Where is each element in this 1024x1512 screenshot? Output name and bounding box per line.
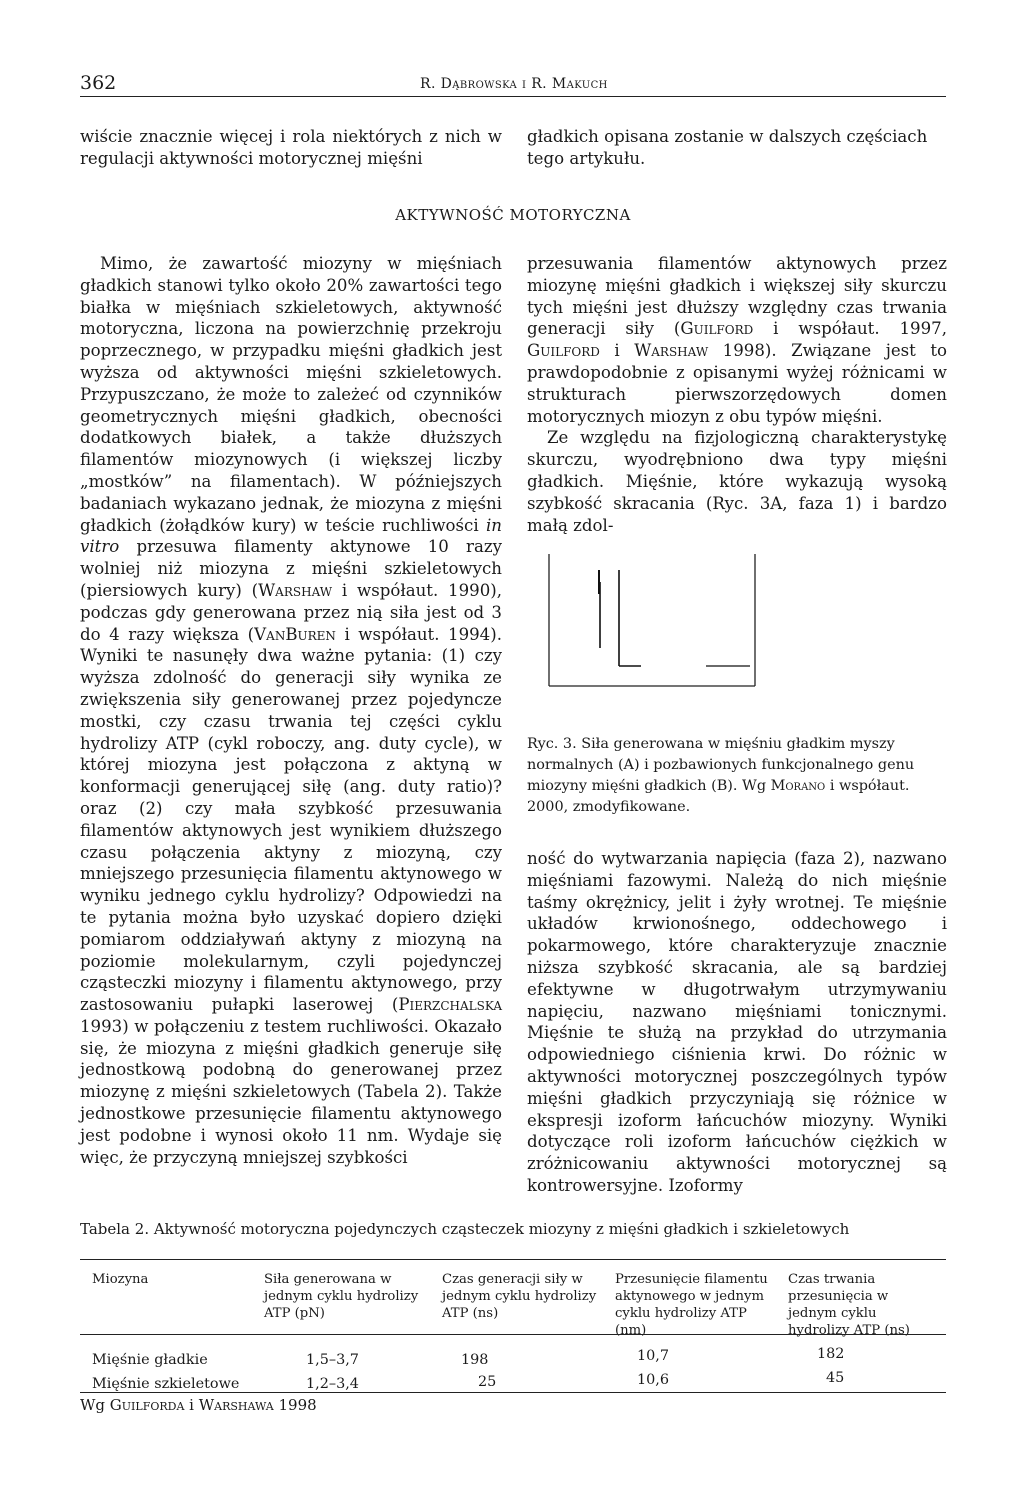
- table-cell: 45: [826, 1370, 845, 1386]
- page-number: 362: [80, 72, 117, 94]
- citation-author: Morano: [770, 778, 826, 794]
- table-cell: 25: [478, 1374, 497, 1390]
- text-run: Mimo, że zawartość miozyny w mięśniach gładkich stanowi tylko około 20% zawartości tego białka w mięśniach szkieletowych, aktywność motoryczna, liczona na powierzchnię przekroju poprzecznego, w przypadku mięśni gładkich jest wyższa od aktywności mięśni szkieletowych. Przypuszczano, że może to zależeć od czynników geometrycznych mięśni gładkich, obecności dodatkowych białek, a także dłuższych filamentów miozynowych (i większej liczby „mostków” na filamentach). W późniejszych badaniach wykazano jednak, że miozyna z mięśni gładkich (żołądków kury) w teście ruchliwości: [80, 254, 502, 535]
- source-text: i: [184, 1396, 199, 1414]
- table-cell: Mięśnie szkieletowe: [92, 1376, 240, 1392]
- citation-author: Warshaw: [258, 580, 333, 600]
- citation-author: Pierzchalska: [398, 995, 502, 1015]
- table-header-cell: Siła generowana w jednym cyklu hydrolizy ATP (pN): [264, 1272, 419, 1321]
- table-header-cell: Czas generacji siły w jednym cyklu hydrolizy ATP (ns): [442, 1272, 597, 1321]
- table-header-cell: Czas trwania przesunięcia w jednym cyklu hydrolizy ATP (ns): [788, 1272, 910, 1338]
- left-paragraph: [80, 253, 502, 1168]
- table-header-cell: Przesunięcie filamentu aktynowego w jednym cyklu hydrolizy ATP (nm): [615, 1272, 768, 1338]
- table-header-cell: Miozyna: [92, 1272, 149, 1287]
- right-column-bottom: [527, 848, 947, 1197]
- text-run: 1993) w połączeniu z testem ruchliwości. Okazało się, że miozyna z mięśni gładkich generuje siłę jednostkową podobną do generowanej przez miozynę z mięśni szkieletowych (Tabela 2). Także jednostkowe przesunięcie filamentu aktynowego jest podobne i wynosi około 11 nm. Wydaje się więc, że przyczyną mniejszej szybkości: [80, 1016, 502, 1167]
- header-rule: [80, 96, 946, 97]
- table-cell: 10,7: [637, 1348, 670, 1364]
- table-source: [80, 1396, 317, 1414]
- table-cell: 10,6: [637, 1372, 670, 1388]
- table-top-rule: [80, 1259, 946, 1260]
- intro-right-text: gładkich opisana zostanie w dalszych częściach tego artykułu.: [527, 127, 928, 168]
- table-cell: Mięśnie gładkie: [92, 1352, 208, 1368]
- table-cell: 198: [461, 1352, 489, 1368]
- citation-author: Guilforda: [109, 1396, 185, 1414]
- intro-left-text: wiście znacznie więcej i rola niektórych z nich w regulacji aktywności motorycznej mięśni: [80, 127, 502, 168]
- source-text: 1998: [273, 1396, 317, 1414]
- text-run: przesuwania filamentów aktynowych przez miozynę mięśni gładkich i większej siły skurczu tych mięśni jest dłuższy względny czas trwania generacji siły (: [527, 254, 947, 339]
- citation-author: Guilford: [680, 319, 754, 339]
- figure-caption: [527, 734, 947, 818]
- italic-term: in vitro: [80, 515, 502, 557]
- table-cell: 182: [817, 1346, 845, 1362]
- citation-author: VanBuren: [254, 624, 336, 644]
- caption-text: i współaut. 2000, zmodyfikowane.: [527, 778, 910, 815]
- text-run: i: [599, 341, 635, 361]
- table-caption: Tabela 2. Aktywność motoryczna pojedynczych cząsteczek miozyny z mięśni gładkich i szkieletowych: [80, 1220, 850, 1238]
- table-header-rule: [80, 1334, 946, 1335]
- table-bottom-rule: [80, 1392, 946, 1393]
- running-header-authors: R. Dąbrowska i R. Makuch: [420, 76, 608, 92]
- source-text: Wg: [80, 1396, 110, 1414]
- right-paragraph-3: ność do wytwarzania napięcia (faza 2), nazwano mięśniami fazowymi. Należą do nich mięśnie taśmy okrężnicy, jelit i żyły wrotnej. Te mięśnie układów krwionośnego, oddechowego i pokarmowego, które charakteryzuje znacznie niższa szybkość skracania, ale są bardziej efektywne w długotrwałym utrzymywaniu napięciu, nazwano mięśniami tonicznymi. Mięśnie te służą na przykład do utrzymania odpowiedniego ciśnienia krwi. Do różnic w aktywności motorycznej poszczególnych typów mięśni gładkich przyczyniają się różnice w ekspresji izoform łańcuchów miozyny. Wyniki dotyczące roli izoform łańcuchów ciężkich w zróżnicowaniu aktywności motorycznej są kontrowersyjne. Izoformy: [527, 849, 947, 1195]
- text-run: 1998). Związane jest to prawdopodobnie z opisanymi wyżej różnicami w strukturach pierwszorzędowych domen motorycznych miozyn z obu typów mięśni.: [527, 341, 947, 426]
- citation-author: Warshaw: [634, 341, 709, 361]
- text-run: przesuwa filamenty aktynowe 10 razy wolniej niż miozyna z mięśni szkieletowych (piersiowych kury) (: [80, 537, 502, 600]
- text-run: i współaut. 1997,: [753, 319, 947, 339]
- text-run: i współaut. 1994). Wyniki te nasunęły dwa ważne pytania: (1) czy wyższa zdolność do generacji siły wynika ze zwiększenia siły generowanej przez pojedyncze mostki, czy czasu trwania tej części cyklu hydrolizy ATP (cykl roboczy, ang. duty cycle), w której miozyna jest połączona z aktyną w konformacji generującej siłę (ang. duty ratio)? oraz (2) czy mała szybkość przesuwania filamentów aktynowych jest wynikiem dłuższego czasu połączenia aktyny z miozyną, czy mniejszego przesunięcia filamentu aktynowego w wyniku jednego cyklu hydrolizy? Odpowiedzi na te pytania można było uzyskać dopiero dzięki pomiarom oddziaływań aktyny z miozyną na poziomie molekularnym, czyli pojedynczej cząsteczki miozyny i filamentu aktynowego, przy zastosowaniu pułapki laserowej (: [80, 624, 502, 1015]
- left-column: [80, 253, 502, 1168]
- table-cell: 1,5–3,7: [306, 1352, 359, 1368]
- citation-author: Warshawa: [198, 1396, 274, 1414]
- right-paragraph-1: [527, 253, 947, 427]
- table-cell: 1,2–3,4: [306, 1376, 359, 1392]
- caption-text: Ryc. 3. Siła generowana w mięśniu gładkim myszy normalnych (A) i pozbawionych funkcjonalnego genu miozyny mięśni gładkich (B). Wg: [527, 736, 915, 794]
- text-run: i współaut. 1990), podczas gdy generowana przez nią siła jest od 3 do 4 razy większa (: [80, 580, 502, 644]
- figure-force-traces: [548, 552, 756, 687]
- citation-author: Guilford: [527, 341, 600, 361]
- section-title: AKTYWNOŚĆ MOTORYCZNA: [395, 206, 631, 224]
- right-paragraph-2: Ze względu na fizjologiczną charakterystykę skurczu, wyodrębniono dwa typy mięśni gładkich. Mięśnie, które wykazują wysoką szybkość skracania (Ryc. 3A, faza 1) i bardzo małą zdol-: [527, 428, 947, 535]
- right-column-top: [527, 253, 947, 536]
